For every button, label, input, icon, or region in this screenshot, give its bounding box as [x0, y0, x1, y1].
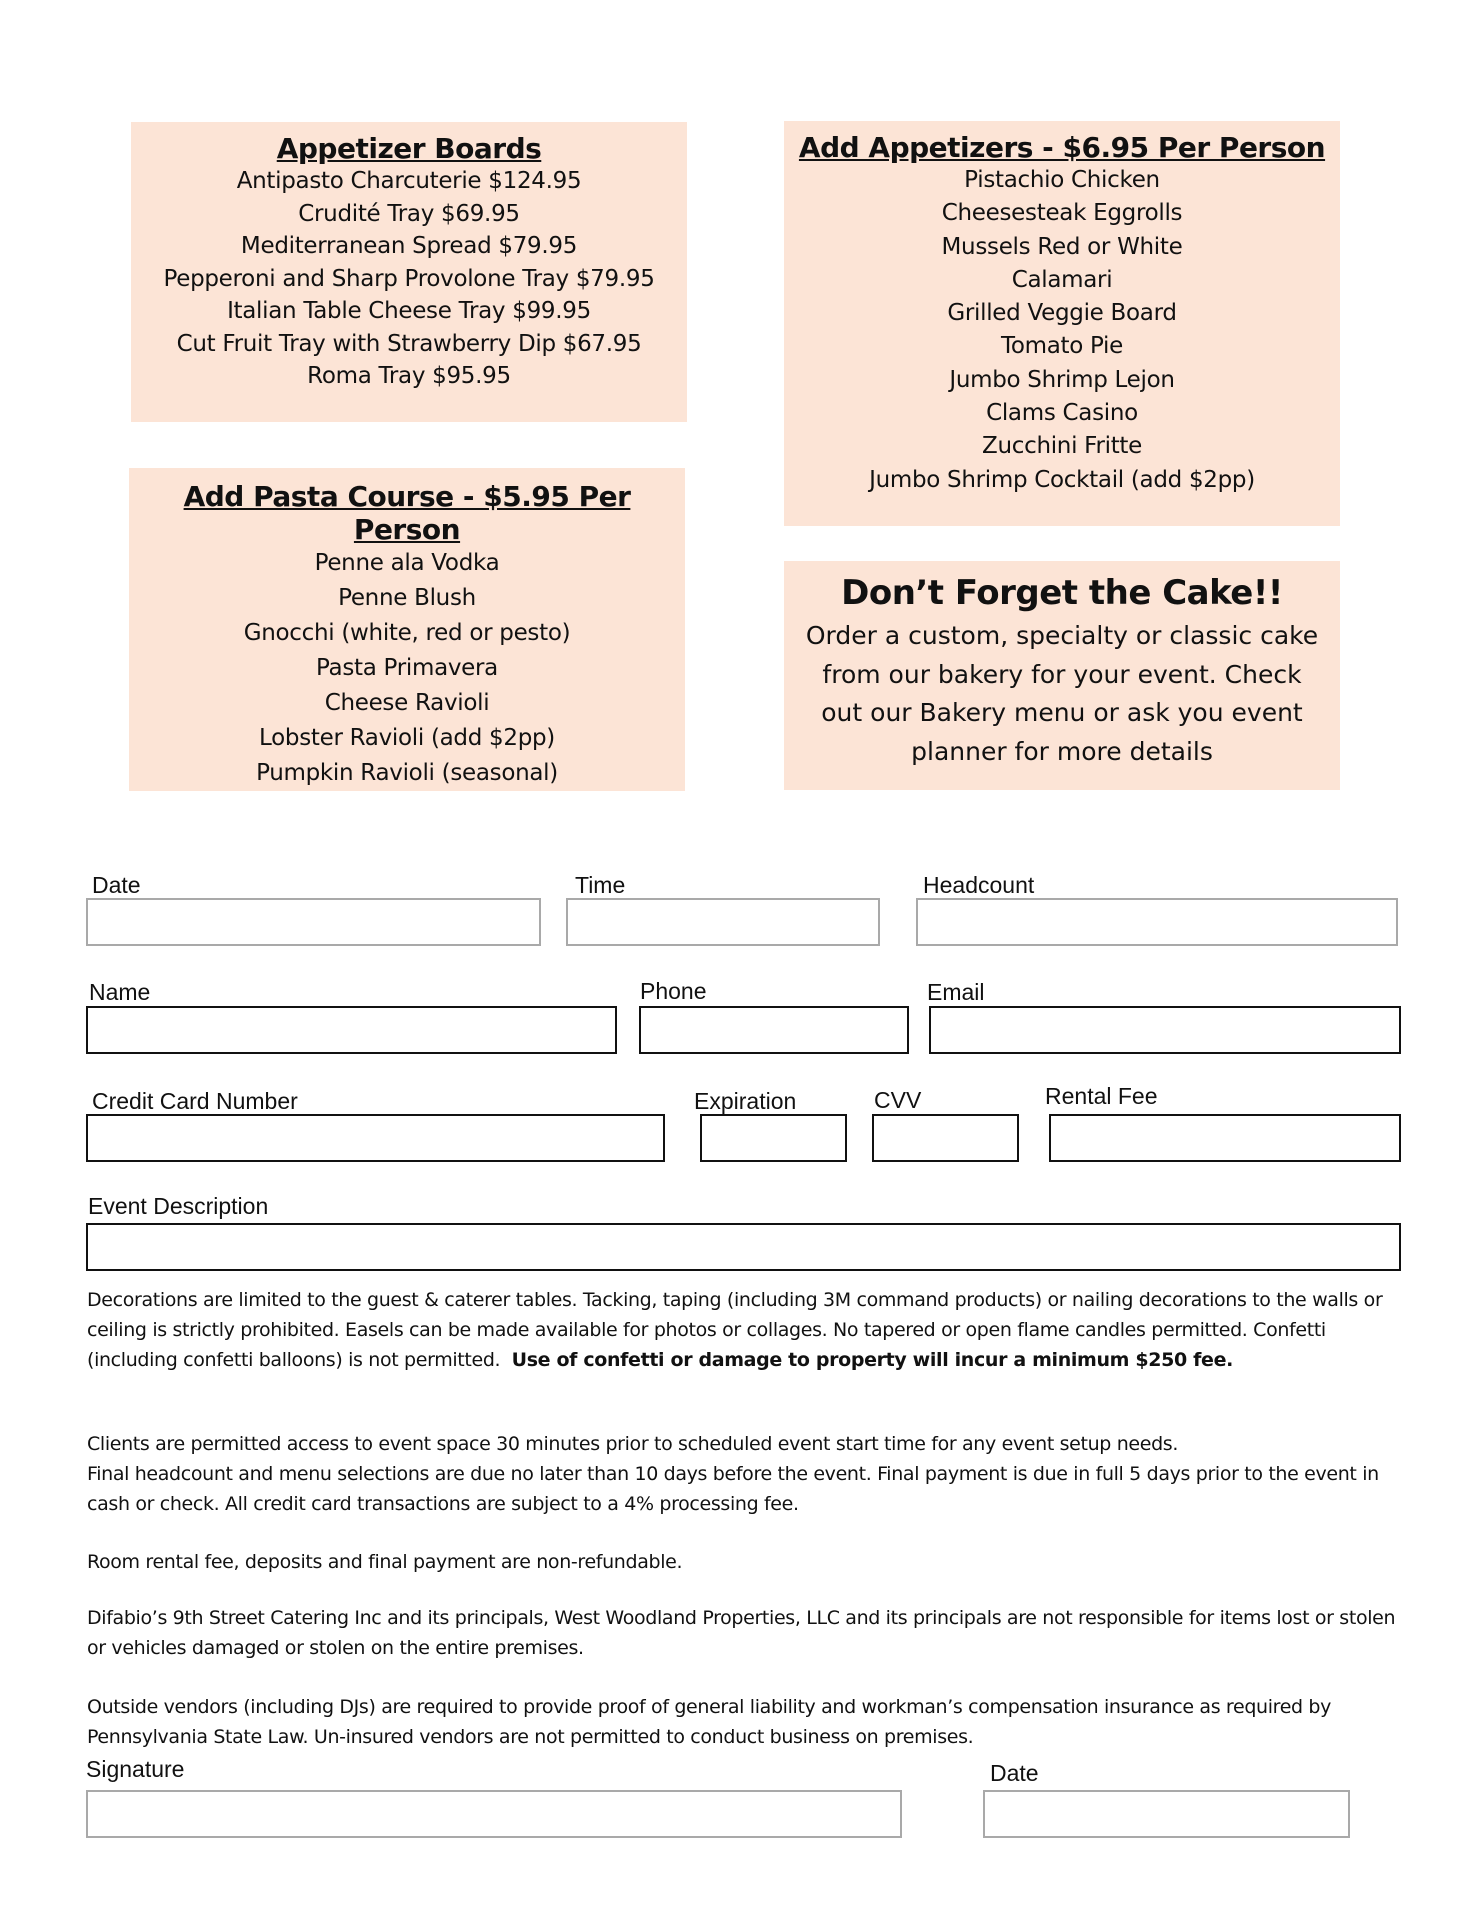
list-item: Jumbo Shrimp Lejon: [949, 366, 1175, 393]
liability-policy: Difabio’s 9th Street Catering Inc and its principals, West Woodland Properties, LLC and its principals are not responsible for items lost or stolen or vehicles damaged or stolen on the entire premises.: [87, 1607, 1396, 1659]
list-item: Penne ala Vodka: [314, 550, 500, 576]
add-appetizers-title: Add Appetizers - $6.95 Per Person: [798, 131, 1326, 164]
phone-field[interactable]: [639, 1006, 909, 1054]
payment-policy: Final headcount and menu selections are due no later than 10 days before the event. Final payment is due in full 5 days prior to the event in cash or check. All credit card transactions are subject to a 4% processing fee.: [87, 1463, 1379, 1515]
list-item: Gnocchi (white, red or pesto): [243, 620, 571, 646]
list-item: Pumpkin Ravioli (seasonal): [256, 760, 558, 786]
add-pasta-panel: [129, 468, 685, 791]
list-item: Penne Blush: [338, 585, 476, 611]
credit-card-label: Credit Card Number: [92, 1088, 298, 1114]
headcount-field[interactable]: [916, 898, 1398, 946]
name-field[interactable]: [86, 1006, 617, 1054]
list-item: Jumbo Shrimp Cocktail (add $2pp): [869, 466, 1255, 493]
expiration-field[interactable]: [700, 1114, 847, 1162]
decorations-text: Decorations are limited to the guest & caterer tables. Tacking, taping (including 3M command products) or nailing decorations to the walls or ceiling is strictly prohibited. Easels can be made available for photos or collages. No tapered or open flame candles permitted. Confetti (including confetti balloons) is not permitted.: [87, 1289, 1383, 1371]
rental-fee-label: Rental Fee: [1045, 1083, 1158, 1109]
headcount-label: Headcount: [923, 872, 1035, 898]
date-label: Date: [92, 872, 141, 898]
list-item: Pepperoni and Sharp Provolone Tray $79.95: [163, 265, 655, 292]
rental-fee-field[interactable]: [1049, 1114, 1401, 1162]
list-item: Antipasto Charcuterie $124.95: [236, 168, 582, 194]
appetizer-boards-panel: [131, 122, 687, 422]
list-item: Cheesesteak Eggrolls: [941, 200, 1183, 227]
signature-date-label: Date: [990, 1760, 1039, 1786]
cvv-label: CVV: [874, 1087, 922, 1113]
list-item: Mussels Red or White: [941, 233, 1183, 260]
vendor-policy: Outside vendors (including DJs) are required to provide proof of general liability and workman’s compensation insurance as required by Pennsylvania State Law. Un-insured vendors are not permitted to conduct business on premises.: [87, 1696, 1332, 1748]
list-item: Clams Casino: [986, 400, 1138, 427]
list-item: Zucchini Fritte: [982, 433, 1142, 460]
refund-policy: Room rental fee, deposits and final payment are non-refundable.: [87, 1551, 683, 1573]
credit-card-field[interactable]: [86, 1114, 665, 1162]
signature-label: Signature: [86, 1756, 185, 1782]
list-item: Cut Fruit Tray with Strawberry Dip $67.95: [176, 330, 642, 357]
cake-panel: [784, 561, 1340, 790]
list-item: Crudité Tray $69.95: [298, 200, 520, 227]
event-description-field[interactable]: [86, 1223, 1401, 1271]
list-item: Calamari: [1011, 266, 1113, 293]
add-appetizers-panel: [784, 121, 1340, 526]
list-item: Tomato Pie: [1000, 333, 1124, 360]
phone-label: Phone: [640, 978, 707, 1004]
access-policy: Clients are permitted access to event space 30 minutes prior to scheduled event start time for any event setup needs.: [87, 1433, 1179, 1455]
cake-description: Order a custom, specialty or classic cake from our bakery for your event. Check out our Bakery menu or ask you event planner for more details: [805, 621, 1319, 766]
add-pasta-title: Add Pasta Course - $5.95 Per Person: [183, 480, 631, 546]
cake-title: Don’t Forget the Cake!!: [841, 573, 1283, 613]
email-field[interactable]: [929, 1006, 1401, 1054]
list-item: Mediterranean Spread $79.95: [240, 233, 578, 259]
list-item: Roma Tray $95.95: [307, 363, 511, 389]
signature-date-field[interactable]: [983, 1790, 1350, 1838]
signature-field[interactable]: [86, 1790, 902, 1838]
expiration-label: Expiration: [694, 1088, 797, 1114]
decorations-policy: [87, 1285, 1407, 1375]
list-item: Italian Table Cheese Tray $99.95: [227, 298, 591, 324]
decorations-fee-warning: Use of confetti or damage to property will incur a minimum $250 fee.: [511, 1349, 1233, 1371]
list-item: Cheese Ravioli: [324, 690, 490, 716]
name-label: Name: [89, 979, 151, 1005]
time-field[interactable]: [566, 898, 880, 946]
appetizer-boards-title: Appetizer Boards: [276, 132, 542, 165]
time-label: Time: [575, 872, 626, 898]
date-field[interactable]: [86, 898, 541, 946]
list-item: Grilled Veggie Board: [947, 300, 1177, 327]
list-item: Pasta Primavera: [316, 655, 498, 681]
list-item: Pistachio Chicken: [964, 167, 1160, 193]
event-description-label: Event Description: [88, 1193, 269, 1219]
email-label: Email: [927, 979, 985, 1005]
cvv-field[interactable]: [872, 1114, 1019, 1162]
list-item: Lobster Ravioli (add $2pp): [259, 725, 555, 751]
